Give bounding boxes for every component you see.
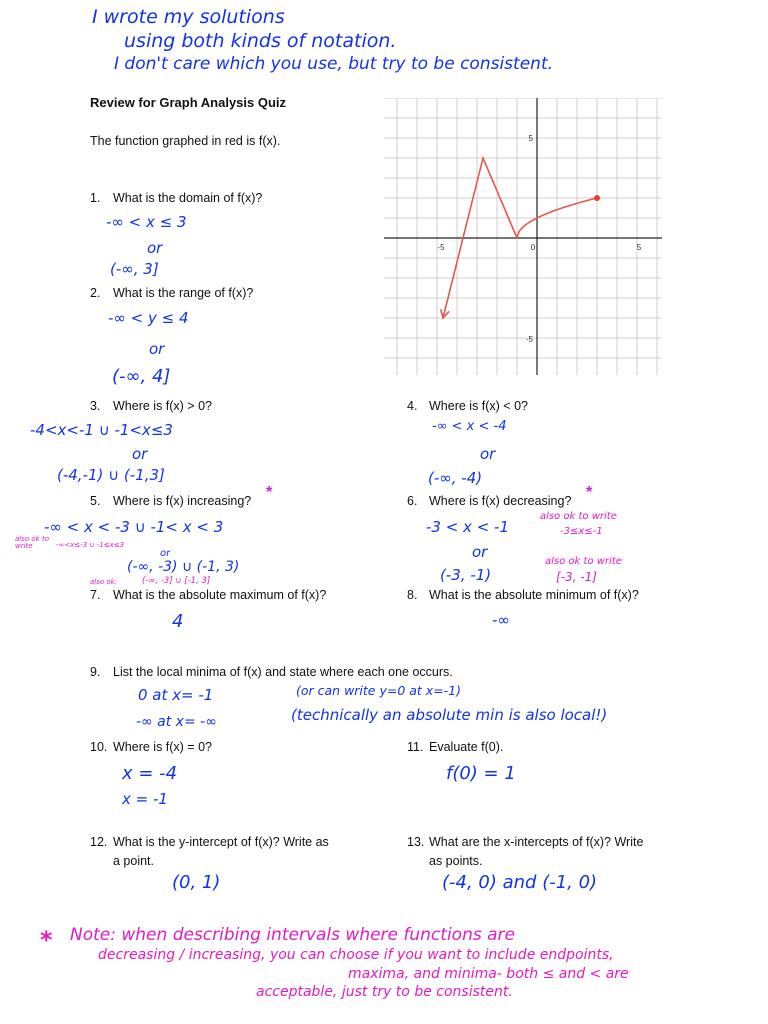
q3-or: or [132,445,148,463]
q6-note1: also ok to write [540,511,617,522]
q1-text: What is the domain of f(x)? [113,191,263,205]
q8-answer: -∞ [492,611,510,629]
q1-answer-inequality: -∞ < x ≤ 3 [106,213,187,231]
footer-note-line2: decreasing / increasing, you can choose if you want to include endpoints, [98,947,614,963]
q5-also-answer: (-∞, -3] ∪ [-1, 3] [142,576,211,586]
q3-answer-inequality: -4<x<-1 ∪ -1<x≤3 [30,421,173,439]
q3-answer-interval: (-4,-1) ∪ (-1,3] [57,466,165,484]
q10-answer2: x = -1 [122,790,168,808]
q6-star: * [586,484,593,501]
q8-text: What is the absolute minimum of f(x)? [429,588,639,602]
q5-star: * [266,484,273,501]
q9-text: List the local minima of f(x) and state where each one occurs. [113,665,453,679]
q9-answer2: -∞ at x= -∞ [136,714,217,730]
q6-note2: also ok to write [545,556,622,567]
footer-note-line4: acceptable, just try to be consistent. [256,984,513,1000]
q5-side-note: also ok to write [15,535,49,550]
q5-side-answer: -∞<x≤-3 ∪ -1≤x≤3 [56,541,125,549]
q5-or: or [160,548,171,559]
q13-label: 13. [407,835,425,849]
q6-note1-answer: -3≤x≤-1 [560,526,603,537]
q1-label: 1. [90,191,101,205]
q7-text: What is the absolute maximum of f(x)? [113,588,327,602]
q6-answer-interval: (-3, -1) [440,566,492,584]
tick-label-y-neg5: -5 [525,335,533,344]
q5-also-label: also ok: [90,578,118,586]
q12-label: 12. [90,835,108,849]
q12-answer: (0, 1) [172,872,221,893]
q5-answer-interval: (-∞, -3) ∪ (-1, 3) [127,559,240,575]
q9-note1: (or can write y=0 at x=-1) [296,683,462,698]
q10-label: 10. [90,740,108,754]
q4-answer-inequality: -∞ < x < -4 [432,419,507,434]
q11-text: Evaluate f(0). [429,740,504,754]
page-title: Review for Graph Analysis Quiz [90,95,287,110]
q4-label: 4. [407,399,418,413]
q7-label: 7. [90,588,101,602]
q4-text: Where is f(x) < 0? [429,399,528,413]
q6-or: or [472,543,488,561]
footer-note-line1: Note: when describing intervals where functions are [70,925,515,945]
tick-label-x-neg5: -5 [437,243,445,252]
q11-answer: f(0) = 1 [446,763,516,784]
tick-label-y-5: 5 [528,134,533,143]
q7-answer: 4 [172,611,184,632]
q12-text2: a point. [113,854,155,868]
header-note-line1: I wrote my solutions [92,6,285,28]
q6-label: 6. [407,494,418,508]
intro-text: The function graphed in red is f(x). [90,134,281,148]
q9-note2: (technically an absolute min is also local!) [291,706,608,724]
q2-or: or [149,340,165,358]
q4-answer-interval: (-∞, -4) [428,469,483,487]
q3-label: 3. [90,399,101,413]
q5-answer-inequality: -∞ < x < -3 ∪ -1< x < 3 [44,518,224,536]
q13-answer: (-4, 0) and (-1, 0) [442,872,598,893]
q10-text: Where is f(x) = 0? [113,740,212,754]
q6-note2-answer: [-3, -1] [556,570,597,584]
q9-answer1: 0 at x= -1 [138,686,214,704]
footer-note-star: * [40,926,53,954]
q6-answer-inequality: -3 < x < -1 [426,518,509,536]
closed-endpoint [594,195,600,201]
q1-answer-interval: (-∞, 3] [110,260,159,278]
q13-text: What are the x-intercepts of f(x)? Write [429,835,644,849]
q6-text: Where is f(x) decreasing? [429,494,572,508]
q2-answer-inequality: -∞ < y ≤ 4 [108,309,189,327]
q5-text: Where is f(x) increasing? [113,494,252,508]
header-note-line2: using both kinds of notation. [124,30,397,52]
tick-label-x-0: 0 [530,243,536,252]
q4-or: or [480,445,496,463]
function-graph [384,98,662,375]
q2-text: What is the range of f(x)? [113,286,254,300]
tick-label-x-5: 5 [636,243,642,252]
q12-text: What is the y-intercept of f(x)? Write as [113,835,329,849]
q10-answer1: x = -4 [122,763,178,784]
q2-answer-interval: (-∞, 4] [112,366,171,387]
q2-label: 2. [90,286,101,300]
header-note-line3: I don't care which you use, but try to be consistent. [114,54,554,74]
footer-note-line3: maxima, and minima- both ≤ and < are [348,966,629,982]
q13-text2: as points. [429,854,483,868]
q8-label: 8. [407,588,418,602]
q1-or: or [147,239,163,257]
graph-grid [384,98,662,375]
q5-label: 5. [90,494,101,508]
q9-label: 9. [90,665,101,679]
q11-label: 11. [407,740,424,754]
q3-text: Where is f(x) > 0? [113,399,212,413]
